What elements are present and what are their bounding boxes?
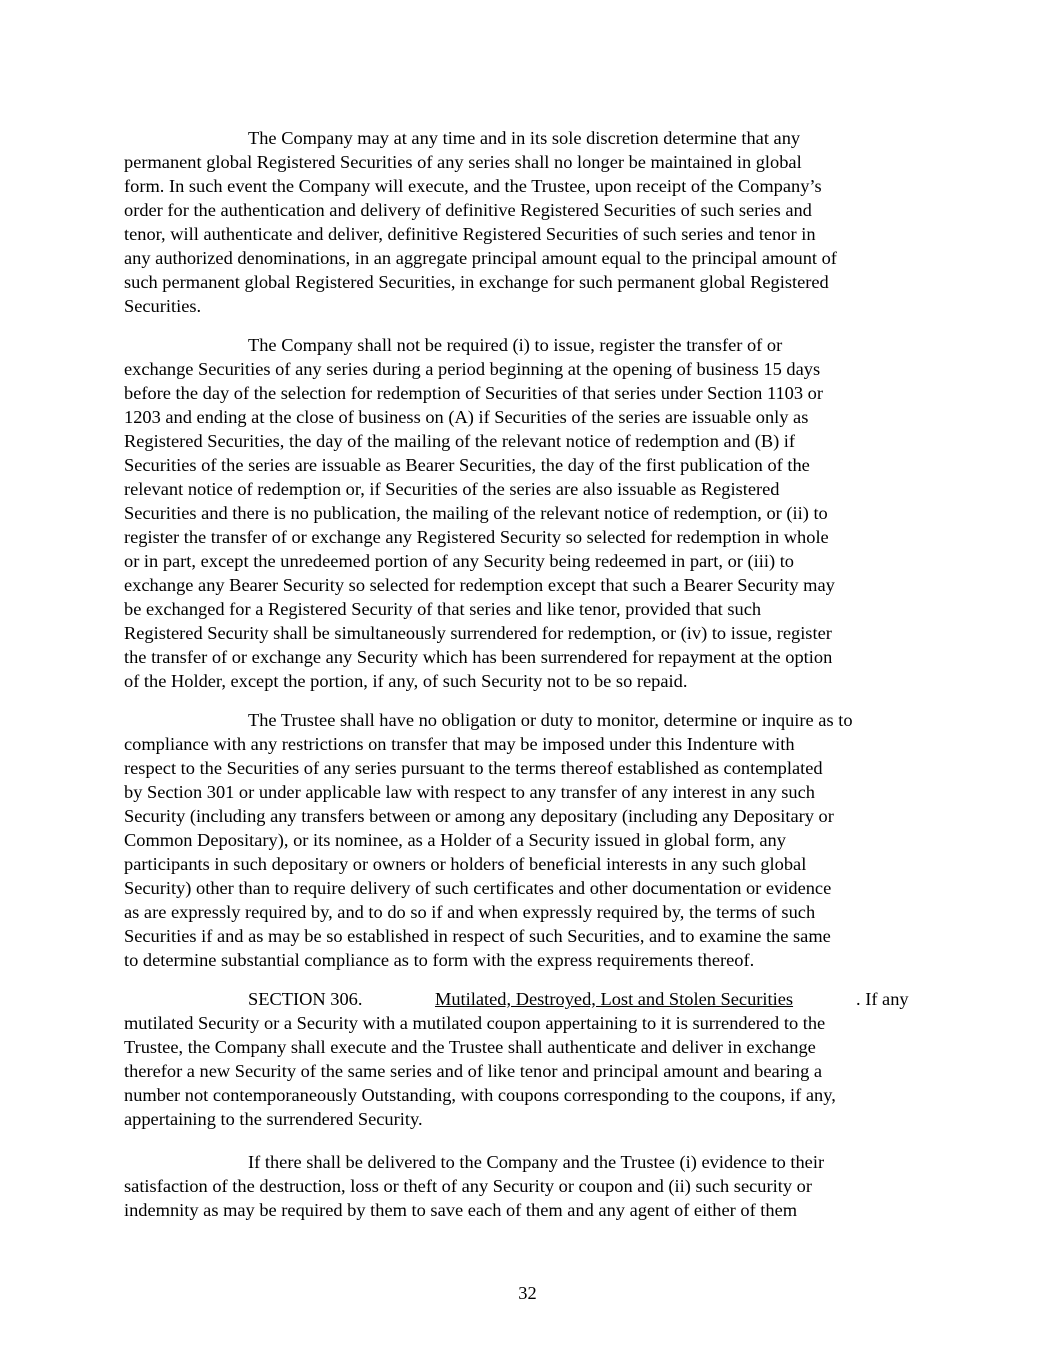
text-line: Security (including any transfers between or among any depositary (including any Depositary or: [124, 806, 834, 826]
page-number: 32: [518, 1283, 537, 1303]
text-line: participants in such depositary or owners or holders of beneficial interests in any such global: [124, 854, 807, 874]
text-line: compliance with any restrictions on transfer that may be imposed under this Indenture with: [124, 734, 795, 754]
text-line: Securities.: [124, 296, 202, 316]
text-line: by Section 301 or under applicable law with respect to any transfer of any interest in any such: [124, 782, 815, 802]
section-number: SECTION 306.: [248, 989, 363, 1009]
text-line: indemnity as may be required by them to save each of them and any agent of either of them: [124, 1200, 798, 1220]
section-title: Mutilated, Destroyed, Lost and Stolen Securities: [435, 989, 794, 1009]
text-line: tenor, will authenticate and deliver, definitive Registered Securities of such series and tenor in: [124, 224, 816, 244]
text-line: If there shall be delivered to the Company and the Trustee (i) evidence to their: [248, 1152, 825, 1172]
text-line: or in part, except the unredeemed portion of any Security being redeemed in part, or (iii) to: [124, 551, 795, 571]
text-line: therefor a new Security of the same series and of like tenor and principal amount and bearing a: [124, 1061, 823, 1081]
text-line: before the day of the selection for redemption of Securities of that series under Section 1103 or: [124, 383, 823, 403]
text-line: as are expressly required by, and to do so if and when expressly required by, the terms of such: [124, 902, 816, 922]
text-line: be exchanged for a Registered Security of that series and like tenor, provided that such: [124, 599, 762, 619]
text-line: to determine substantial compliance as to form with the express requirements thereof.: [124, 950, 755, 970]
text-line: order for the authentication and delivery of definitive Registered Securities of such series and: [124, 200, 812, 220]
text-line: Security) other than to require delivery of such certificates and other documentation or evidence: [124, 878, 832, 898]
text-line: Registered Securities, the day of the mailing of the relevant notice of redemption and (B) if: [124, 431, 796, 451]
text-line: mutilated Security or a Security with a mutilated coupon appertaining to it is surrendered to the: [124, 1013, 826, 1033]
text-line: any authorized denominations, in an aggregate principal amount equal to the principal amount of: [124, 248, 837, 268]
text-line: Common Depositary), or its nominee, as a Holder of a Security issued in global form, any: [124, 830, 786, 850]
text-line: The Company shall not be required (i) to issue, register the transfer of or: [248, 335, 783, 355]
text-line: The Company may at any time and in its sole discretion determine that any: [248, 128, 801, 148]
text-line: respect to the Securities of any series pursuant to the terms thereof established as contemplated: [124, 758, 823, 778]
section-heading-continuation: . If any: [856, 989, 909, 1009]
text-line: 1203 and ending at the close of business on (A) if Securities of the series are issuable only as: [124, 407, 809, 427]
text-line: of the Holder, except the portion, if any, of such Security not to be so repaid.: [124, 671, 688, 691]
text-line: permanent global Registered Securities of any series shall no longer be maintained in global: [124, 152, 802, 172]
text-line: exchange Securities of any series during a period beginning at the opening of business 15 days: [124, 359, 821, 379]
section-heading-line: [0, 987, 1055, 1011]
text-line: exchange any Bearer Security so selected for redemption except that such a Bearer Security may: [124, 575, 835, 595]
text-line: form. In such event the Company will execute, and the Trustee, upon receipt of the Company’s: [124, 176, 822, 196]
text-line: the transfer of or exchange any Security which has been surrendered for repayment at the option: [124, 647, 833, 667]
text-line: number not contemporaneously Outstanding, with coupons corresponding to the coupons, if any,: [124, 1085, 836, 1105]
text-line: Registered Security shall be simultaneously surrendered for redemption, or (iv) to issue, register: [124, 623, 832, 643]
text-line: Trustee, the Company shall execute and the Trustee shall authenticate and deliver in exchange: [124, 1037, 816, 1057]
text-line: relevant notice of redemption or, if Securities of the series are also issuable as Registered: [124, 479, 780, 499]
text-line: Securities of the series are issuable as Bearer Securities, the day of the first publication of the: [124, 455, 810, 475]
text-line: The Trustee shall have no obligation or duty to monitor, determine or inquire as to: [248, 710, 853, 730]
text-line: such permanent global Registered Securities, in exchange for such permanent global Registered: [124, 272, 829, 292]
text-line: Securities if and as may be so established in respect of such Securities, and to examine the same: [124, 926, 831, 946]
text-line: Securities and there is no publication, the mailing of the relevant notice of redemption, or (ii) to: [124, 503, 828, 523]
text-line: satisfaction of the destruction, loss or theft of any Security or coupon and (ii) such security or: [124, 1176, 812, 1196]
text-line: appertaining to the surrendered Security.: [124, 1109, 423, 1129]
text-line: register the transfer of or exchange any Registered Security so selected for redemption in whole: [124, 527, 829, 547]
